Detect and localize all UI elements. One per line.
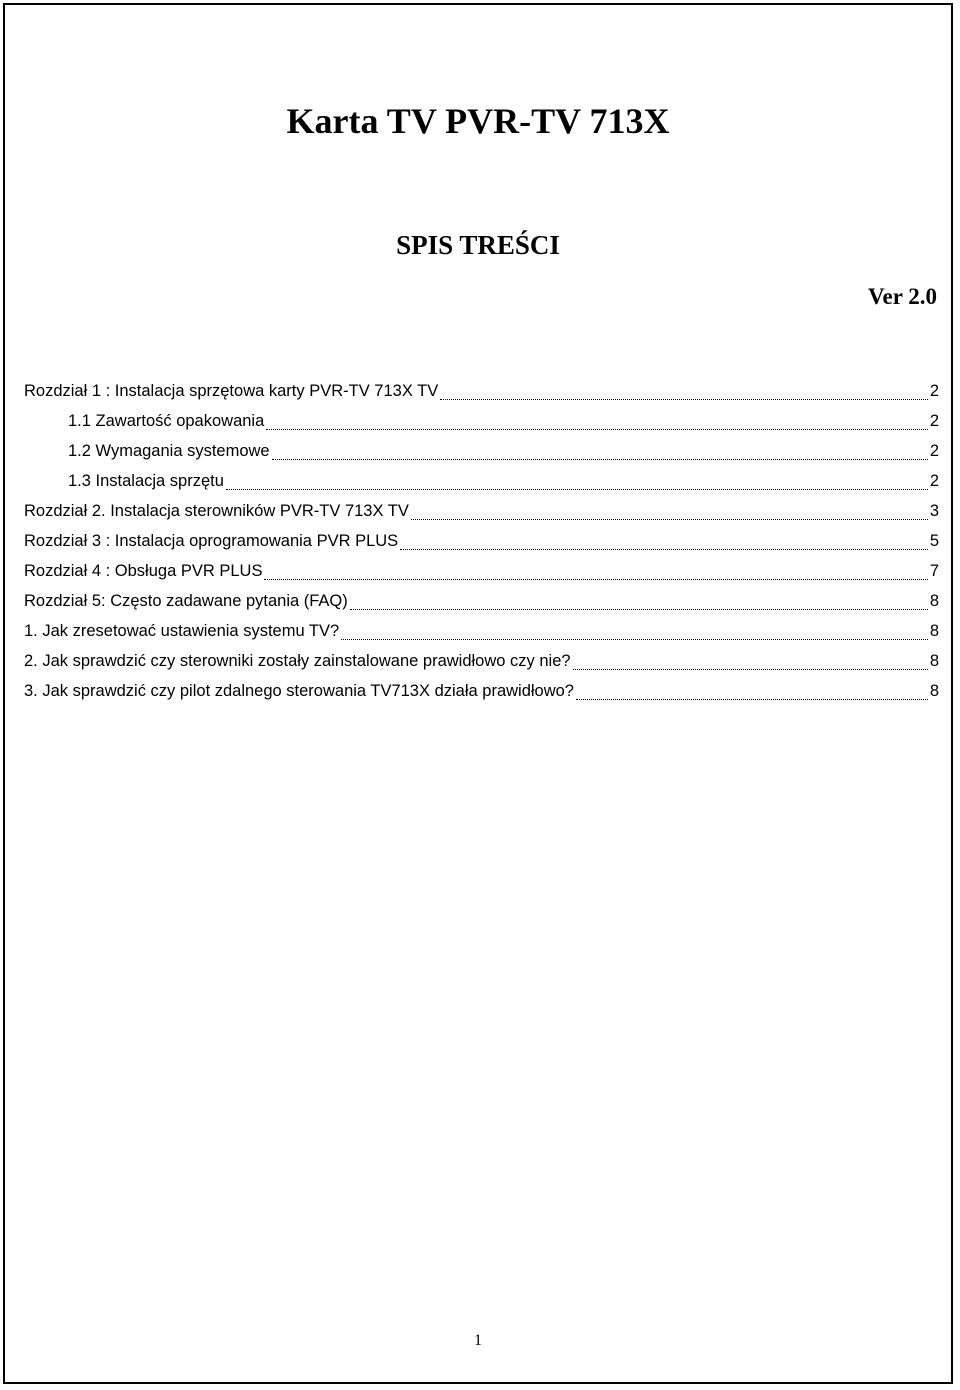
- toc-leader-dots: [341, 639, 928, 640]
- toc-entry-title: Rozdział 4 : Obsługa PVR PLUS: [24, 562, 263, 580]
- toc-entry-page: 8: [929, 652, 939, 670]
- toc-entry[interactable]: [24, 496, 939, 526]
- toc-entry-page: 2: [929, 472, 939, 490]
- toc-entry-title: 1.1 Zawartość opakowania: [68, 412, 265, 430]
- toc-entry[interactable]: [24, 376, 939, 406]
- toc-leader-dots: [226, 489, 928, 490]
- table-of-contents: [24, 376, 939, 706]
- toc-leader-dots: [440, 399, 928, 400]
- toc-leader-dots: [576, 699, 928, 700]
- toc-entry[interactable]: [24, 646, 939, 676]
- toc-entry-title: Rozdział 5: Często zadawane pytania (FAQ): [24, 592, 348, 610]
- toc-entry-title: Rozdział 3 : Instalacja oprogramowania PVR PLUS: [24, 532, 399, 550]
- toc-leader-dots: [400, 549, 928, 550]
- toc-entry-page: 2: [929, 442, 939, 460]
- toc-entry[interactable]: [24, 586, 939, 616]
- toc-entry-page: 8: [929, 622, 939, 640]
- toc-entry[interactable]: [24, 526, 939, 556]
- toc-entry-title: 2. Jak sprawdzić czy sterowniki zostały zainstalowane prawidłowo czy nie?: [24, 652, 571, 670]
- toc-entry-page: 8: [929, 682, 939, 700]
- toc-entry-title: Rozdział 2. Instalacja sterowników PVR-TV 713X TV: [24, 502, 409, 520]
- toc-entry-page: 3: [929, 502, 939, 520]
- toc-leader-dots: [350, 609, 928, 610]
- toc-leader-dots: [264, 579, 927, 580]
- document-title: Karta TV PVR-TV 713X: [286, 101, 670, 141]
- toc-entry[interactable]: [24, 466, 939, 496]
- toc-entry[interactable]: [24, 676, 939, 706]
- toc-entry-page: 8: [929, 592, 939, 610]
- toc-entry-title: 1.3 Instalacja sprzętu: [68, 472, 224, 490]
- toc-entry[interactable]: [24, 436, 939, 466]
- toc-leader-dots: [411, 519, 928, 520]
- toc-heading: SPIS TREŚCI: [396, 230, 560, 260]
- toc-entry-title: 3. Jak sprawdzić czy pilot zdalnego sterowania TV713X działa prawidłowo?: [24, 682, 574, 700]
- toc-entry-page: 5: [929, 532, 939, 550]
- toc-entry-page: 2: [929, 382, 939, 400]
- version-label: Ver 2.0: [868, 284, 937, 309]
- toc-leader-dots: [272, 459, 928, 460]
- toc-entry-title: Rozdział 1 : Instalacja sprzętowa karty PVR-TV 713X TV: [24, 382, 439, 400]
- toc-entry-page: 7: [929, 562, 939, 580]
- toc-leader-dots: [266, 429, 928, 430]
- toc-leader-dots: [573, 669, 928, 670]
- document-page: [3, 3, 953, 1384]
- toc-entry[interactable]: [24, 616, 939, 646]
- toc-entry[interactable]: [24, 556, 939, 586]
- toc-entry-title: 1. Jak zresetować ustawienia systemu TV?: [24, 622, 340, 640]
- toc-entry[interactable]: [24, 406, 939, 436]
- toc-entry-page: 2: [929, 412, 939, 430]
- page-number: 1: [474, 1332, 482, 1349]
- toc-entry-title: 1.2 Wymagania systemowe: [68, 442, 270, 460]
